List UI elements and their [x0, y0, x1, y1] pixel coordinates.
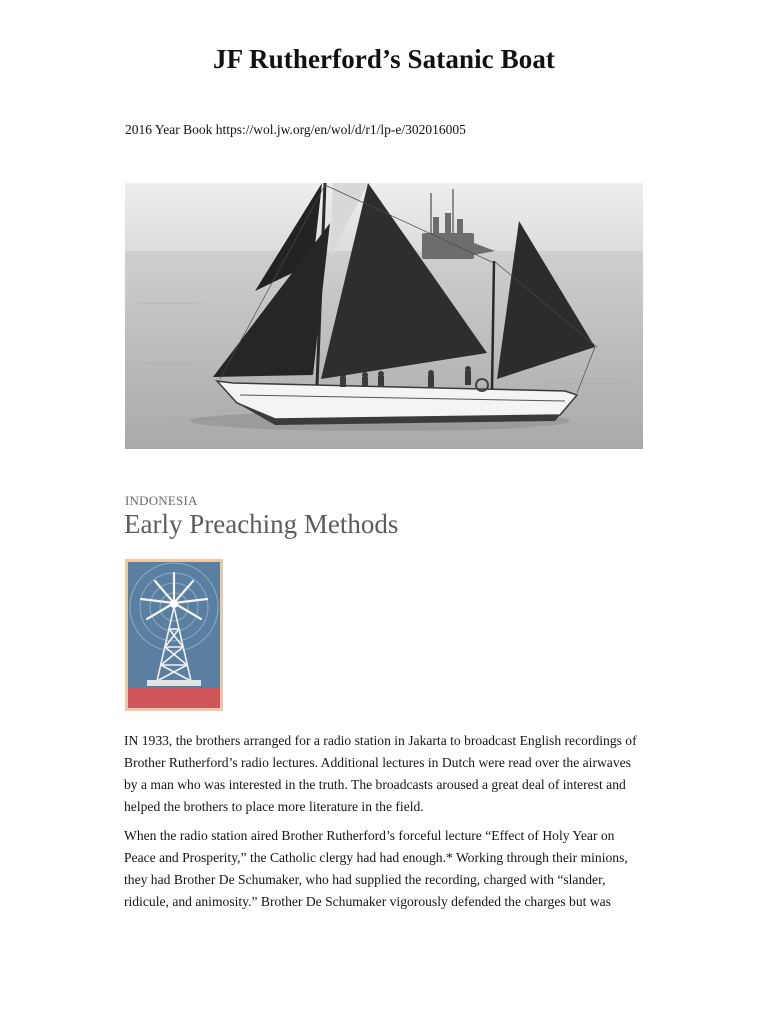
paragraph-1: IN 1933, the brothers arranged for a radio station in Jakarta to broadcast English recordings of Brother Rutherford’s radio lectures. Additional lectures in Dutch were read over the airwaves by a man who was interested in the truth. The broadcasts aroused a great deal of interest and helped the brothers to place more literature in the field.: [124, 733, 637, 814]
document-title: JF Rutherford’s Satanic Boat: [212, 44, 556, 74]
radio-tower-illustration: [125, 559, 223, 711]
article-kicker: INDONESIA: [125, 493, 198, 508]
paragraph-2: When the radio station aired Brother Rutherford’s forceful lecture “Effect of Holy Year on Peace and Prosperity,” the Catholic clergy had had enough.* Working through their minions, they had Brother De Schumaker, who had supplied the recording, charged with “slander, ridicule, and animosity.” Brother De Schumaker vigorously defended the charges but was: [124, 828, 628, 909]
article-heading: Early Preaching Methods: [124, 509, 399, 539]
source-line: 2016 Year Book https://wol.jw.org/en/wol/d/r1/lp-e/302016005: [125, 122, 466, 137]
sailboat-photo: [125, 183, 643, 449]
